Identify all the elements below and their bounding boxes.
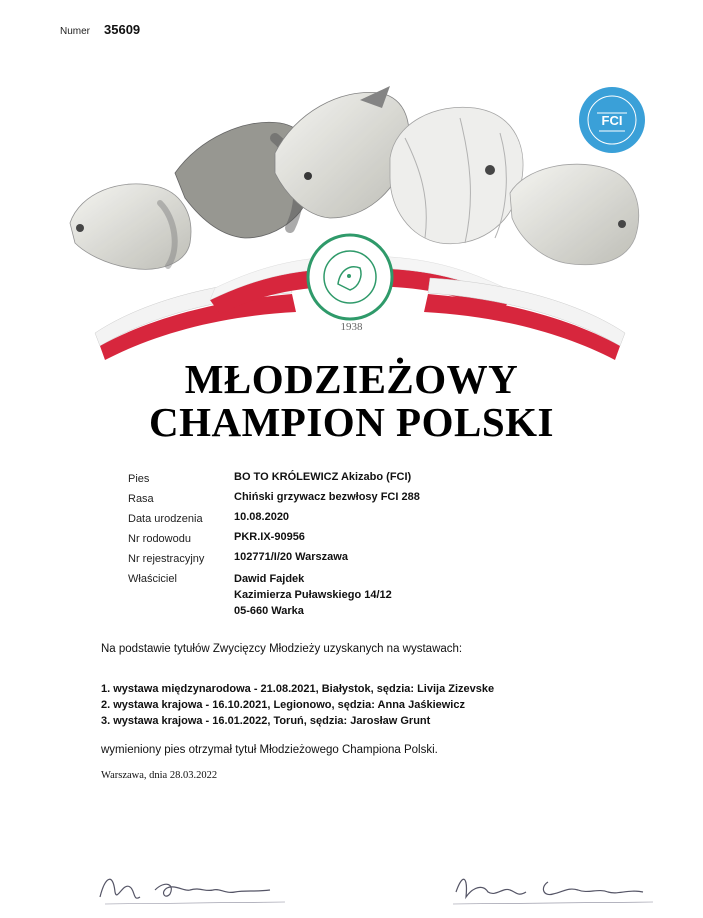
title-line-2: CHAMPION POLSKI [149,399,554,445]
field-value-line: Chiński grzywacz bezwłosy FCI 288 [234,491,420,503]
field-label: Właściciel [128,573,177,585]
field-row-dog [128,469,420,489]
number-row [60,22,140,37]
certificate-title [0,358,703,444]
field-row-breed [128,489,420,509]
show-item: 3. wystawa krajowa - 16.01.2022, Toruń, sędzia: Jarosław Grunt [101,715,431,727]
field-value [234,549,348,569]
emblem-year: 1938 [340,321,363,333]
zkwp-emblem [305,232,395,322]
dog-head-4 [390,107,523,244]
fci-logo-text: FCI [601,113,623,128]
number-label: Numer [60,26,91,37]
field-value [234,529,305,549]
dog-head-5 [510,164,639,265]
field-value-line: 102771/I/20 Warszawa [234,551,348,563]
shows-list [101,681,494,729]
field-row-registration [128,549,420,569]
field-label: Data urodzenia [128,513,203,525]
dogs-and-ribbon-illustration [60,78,660,378]
field-value [234,469,411,489]
dog-details [128,469,420,619]
owner-street: Kazimierza Puławskiego 14/12 [234,589,392,601]
signature-left [95,862,295,912]
field-value-line: 10.08.2020 [234,511,290,523]
show-item: 1. wystawa międzynarodowa - 21.08.2021, Białystok, sędzia: Livija Zizevske [101,683,495,695]
field-row-birth-date [128,509,420,529]
field-value [234,509,289,529]
dog-head-3 [275,92,409,218]
title-line-1: MŁODZIEŻOWY [184,356,519,402]
fci-logo [577,85,647,155]
field-value [234,489,420,509]
field-label: Pies [128,473,150,485]
number-value: 35609 [104,22,141,37]
field-value [234,569,392,619]
owner-name: Dawid Fajdek [234,573,305,585]
result-text: wymieniony pies otrzymał tytuł Młodzieżowego Championa Polski. [101,744,438,756]
intro-text: Na podstawie tytułów Zwycięzcy Młodzieży uzyskanych na wystawach: [101,643,463,655]
owner-city: 05-660 Warka [234,605,304,617]
field-label: Rasa [128,493,154,505]
field-value-line: PKR.IX-90956 [234,531,305,543]
signature-right [448,862,658,912]
field-label: Nr rejestracyjny [128,553,205,565]
field-row-owner [128,569,420,619]
show-item: 2. wystawa krajowa - 16.10.2021, Legionowo, sędzia: Anna Jaśkiewicz [101,699,465,711]
field-value-line: BO TO KRÓLEWICZ Akizabo (FCI) [234,471,412,483]
field-label: Nr rodowodu [128,533,191,545]
field-row-pedigree [128,529,420,549]
place-date: Warszawa, dnia 28.03.2022 [101,770,218,781]
